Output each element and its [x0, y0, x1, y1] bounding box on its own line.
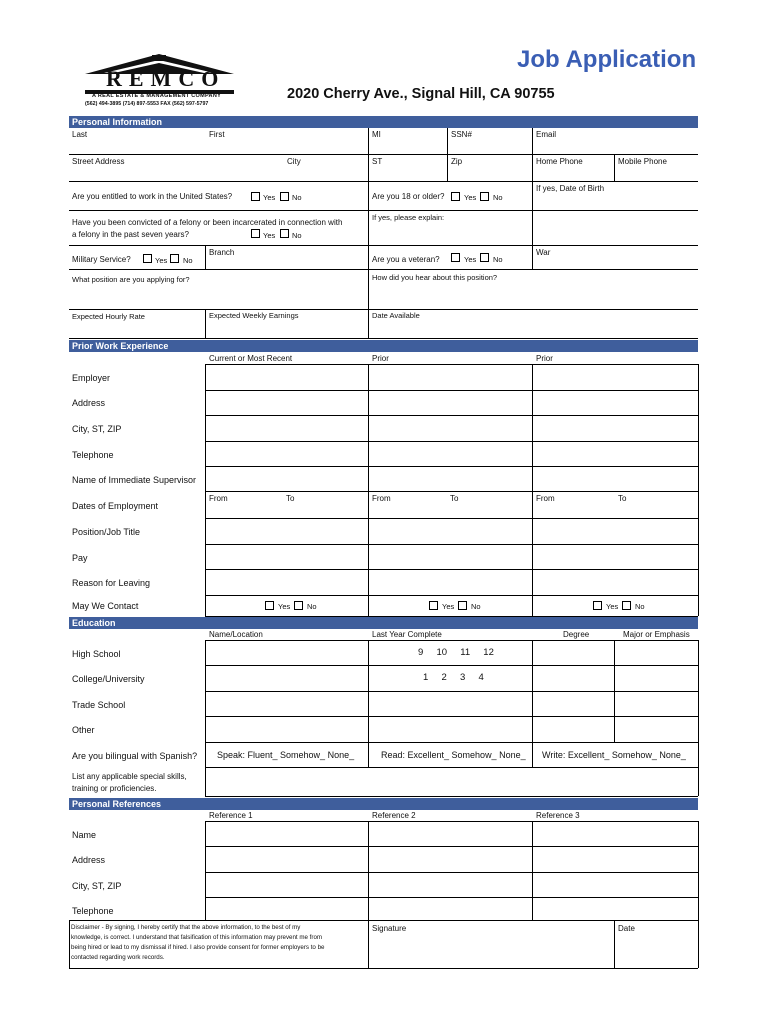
row-label-employer: Employer: [72, 373, 111, 383]
row-label-address: Address: [72, 398, 106, 408]
checkbox-contact-no[interactable]: [294, 601, 303, 610]
column-reference-3: Reference 3: [536, 811, 580, 820]
field-signature[interactable]: Signature: [372, 924, 407, 933]
field-branch[interactable]: Branch: [209, 248, 235, 257]
field-ssn[interactable]: SSN#: [451, 130, 472, 139]
checkbox-felony-yes[interactable]: [251, 229, 260, 238]
column-last-year-complete: Last Year Complete: [372, 630, 442, 639]
section-personal-references: Personal References: [69, 798, 698, 810]
field-date-available[interactable]: Date Available: [372, 311, 420, 320]
label-yes: Yes: [606, 602, 619, 611]
row-label-other: Other: [72, 725, 95, 735]
label-yes: Yes: [442, 602, 455, 611]
column-current-employer: Current or Most Recent: [209, 354, 293, 363]
field-employment-to[interactable]: To: [450, 494, 459, 503]
label-no: No: [635, 602, 645, 611]
row-label-trade-school: Trade School: [72, 700, 126, 710]
field-date[interactable]: Date: [618, 924, 635, 933]
question-military-service: Military Service?: [72, 255, 131, 264]
row-label-dates-employment: Dates of Employment: [72, 501, 159, 511]
checkbox-contact-no[interactable]: [458, 601, 467, 610]
row-label-college: College/University: [72, 674, 145, 684]
row-label-high-school: High School: [72, 649, 121, 659]
checkbox-entitled-no[interactable]: [280, 192, 289, 201]
checkbox-veteran-yes[interactable]: [451, 253, 460, 262]
logo-phones: (562) 494-3895 (714) 897-5553 FAX (562) 597-5797: [85, 101, 209, 107]
label-yes: Yes: [278, 602, 291, 611]
page-title: Job Application: [517, 46, 697, 73]
option-speak-level[interactable]: Speak: Fluent_ Somehow_ None_: [217, 750, 355, 760]
option-read-level[interactable]: Read: Excellent_ Somehow_ None_: [381, 750, 526, 760]
field-street-address[interactable]: Street Address: [72, 157, 125, 166]
row-label-supervisor: Name of Immediate Supervisor: [72, 475, 197, 485]
field-mobile-phone[interactable]: Mobile Phone: [618, 157, 667, 166]
checkbox-military-no[interactable]: [170, 254, 179, 263]
field-position-applying[interactable]: What position are you applying for?: [72, 275, 190, 284]
label-yes: Yes: [155, 256, 168, 265]
section-personal-information: Personal Information: [69, 116, 698, 128]
label-yes: Yes: [263, 193, 276, 202]
row-label-position: Position/Job Title: [72, 527, 141, 537]
disclaimer-line: Disclaimer - By signing, I hereby certify that the above information, to the best of my: [71, 924, 301, 931]
field-employment-to[interactable]: To: [286, 494, 295, 503]
field-heard-about[interactable]: How did you hear about this position?: [372, 273, 498, 282]
question-felony-line1: Have you been convicted of a felony or been incarcerated in connection with: [72, 218, 343, 227]
label-no: No: [471, 602, 481, 611]
label-yes: Yes: [263, 231, 276, 240]
checkbox-veteran-no[interactable]: [480, 253, 489, 262]
row-label-pay: Pay: [72, 553, 88, 563]
field-city[interactable]: City: [287, 157, 301, 166]
disclaimer-line: being hired or lead to my dismissal if hired. I also provide consent for former employers to be: [71, 944, 325, 951]
field-employment-from[interactable]: From: [209, 494, 228, 503]
option-high-school-years[interactable]: 9 10 11 12: [418, 647, 494, 658]
question-bilingual-spanish: Are you bilingual with Spanish?: [72, 751, 198, 761]
row-label-may-we-contact: May We Contact: [72, 601, 139, 611]
question-veteran: Are you a veteran?: [372, 255, 440, 264]
label-no: No: [493, 255, 503, 264]
field-employment-to[interactable]: To: [618, 494, 627, 503]
question-work-entitlement: Are you entitled to work in the United States?: [72, 192, 233, 201]
label-no: No: [183, 256, 193, 265]
row-label-ref-address: Address: [72, 855, 106, 865]
field-employment-from[interactable]: From: [372, 494, 391, 503]
row-label-ref-city: City, ST, ZIP: [72, 881, 122, 891]
field-state[interactable]: ST: [372, 157, 383, 166]
option-college-years[interactable]: 1 2 3 4: [423, 672, 484, 683]
field-employment-from[interactable]: From: [536, 494, 555, 503]
field-war[interactable]: War: [536, 248, 551, 257]
field-zip[interactable]: Zip: [451, 157, 463, 166]
row-label-telephone: Telephone: [72, 450, 114, 460]
column-reference-2: Reference 2: [372, 811, 416, 820]
field-home-phone[interactable]: Home Phone: [536, 157, 583, 166]
checkbox-contact-yes[interactable]: [429, 601, 438, 610]
disclaimer-line: knowledge, is correct. I understand that falsification of this information may prevent me from: [71, 934, 323, 941]
label-no: No: [292, 193, 302, 202]
column-name-location: Name/Location: [209, 630, 263, 639]
company-address: 2020 Cherry Ave., Signal Hill, CA 90755: [287, 86, 555, 102]
label-no: No: [493, 193, 503, 202]
disclaimer-text: [71, 923, 365, 963]
checkbox-military-yes[interactable]: [143, 254, 152, 263]
field-weekly-earnings[interactable]: Expected Weekly Earnings: [209, 311, 299, 320]
row-label-ref-telephone: Telephone: [72, 906, 114, 916]
column-reference-1: Reference 1: [209, 811, 253, 820]
row-label-reason-leaving: Reason for Leaving: [72, 578, 151, 588]
row-label-ref-name: Name: [72, 830, 97, 840]
question-age: Are you 18 or older?: [372, 192, 445, 201]
section-prior-work: Prior Work Experience: [69, 340, 698, 352]
field-felony-explain[interactable]: If yes, please explain:: [372, 213, 445, 222]
option-write-level[interactable]: Write: Excellent_ Somehow_ None_: [542, 750, 686, 760]
label-special-skills-2: training or proficiencies.: [72, 784, 157, 793]
field-date-of-birth[interactable]: If yes, Date of Birth: [536, 184, 605, 193]
column-prior-employer-2: Prior: [536, 354, 553, 363]
column-degree: Degree: [563, 630, 590, 639]
disclaimer-line: contacted regarding work records.: [71, 954, 165, 961]
checkbox-entitled-yes[interactable]: [251, 192, 260, 201]
field-last-name[interactable]: Last: [72, 130, 88, 139]
company-logo: [82, 52, 237, 110]
checkbox-contact-yes[interactable]: [265, 601, 274, 610]
field-first-name[interactable]: First: [209, 130, 225, 139]
logo-name: REMCO: [106, 66, 226, 91]
label-no: No: [292, 231, 302, 240]
checkbox-contact-no[interactable]: [622, 601, 631, 610]
label-special-skills-1: List any applicable special skills,: [72, 772, 187, 781]
checkbox-age-yes[interactable]: [451, 192, 460, 201]
label-no: No: [307, 602, 317, 611]
field-hourly-rate[interactable]: Expected Hourly Rate: [72, 312, 145, 321]
column-major: Major or Emphasis: [623, 630, 690, 639]
question-felony-line2: a felony in the past seven years?: [72, 230, 189, 239]
checkbox-age-no[interactable]: [480, 192, 489, 201]
label-yes: Yes: [464, 255, 477, 264]
field-middle-initial[interactable]: MI: [372, 130, 381, 139]
checkbox-felony-no[interactable]: [280, 229, 289, 238]
checkbox-contact-yes[interactable]: [593, 601, 602, 610]
column-prior-employer-1: Prior: [372, 354, 389, 363]
row-label-city-st-zip: City, ST, ZIP: [72, 424, 122, 434]
label-yes: Yes: [464, 193, 477, 202]
field-email[interactable]: Email: [536, 130, 557, 139]
section-education: Education: [69, 617, 698, 629]
logo-tagline: A REAL ESTATE & MANAGEMENT COMPANY: [92, 93, 222, 99]
